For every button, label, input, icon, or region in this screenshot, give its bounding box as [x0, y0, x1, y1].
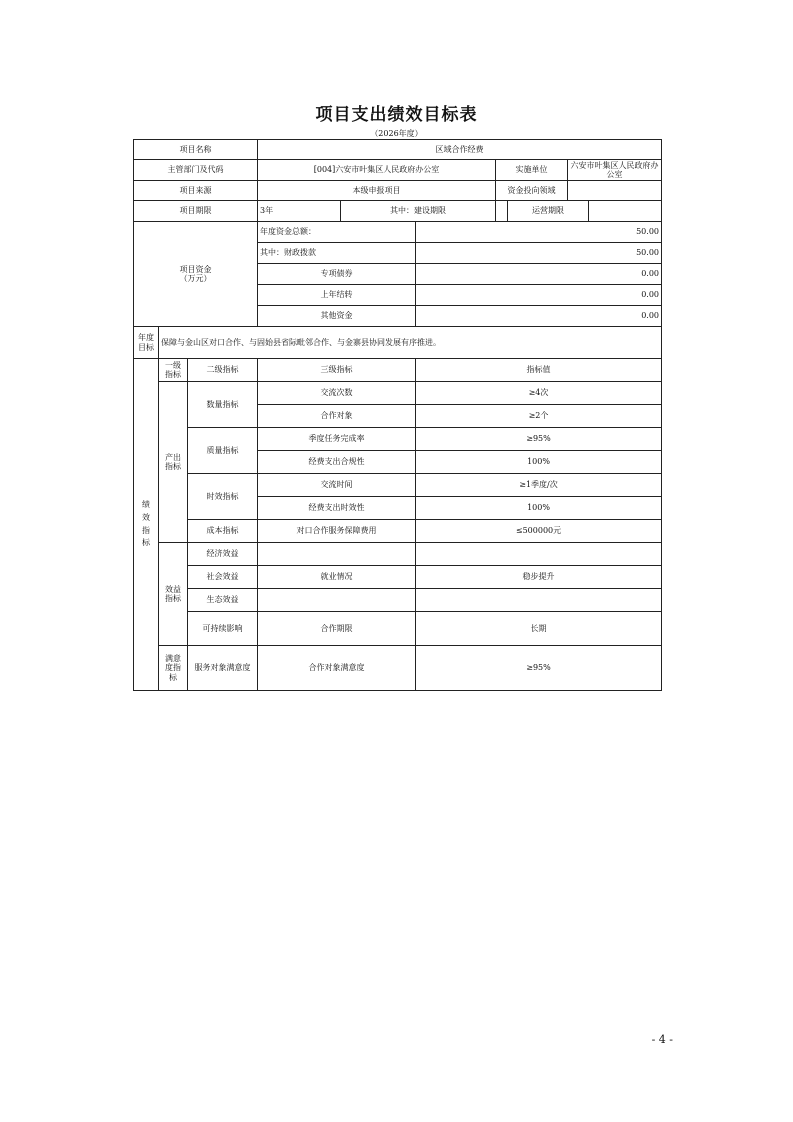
funds-fiscal-label: 其中：财政拨款 [258, 243, 416, 264]
indicator-value: ≥95% [416, 428, 662, 451]
perf-indicator-label: 绩 效 指 标 [134, 359, 159, 691]
row-satisfaction [134, 646, 662, 691]
row-source [134, 181, 662, 201]
indicator-name: 合作对象满意度 [258, 646, 416, 691]
invest-label: 资金投向领域 [496, 181, 568, 201]
source-label: 项目来源 [134, 181, 258, 201]
project-name-label: 项目名称 [134, 140, 258, 160]
row-indicator-header [134, 359, 662, 382]
quality-label: 质量指标 [188, 428, 258, 474]
row-department [134, 160, 662, 181]
year-label: （2026年度） [370, 129, 423, 138]
operate-label: 运营期限 [508, 201, 589, 222]
indicator-value: ≥95% [416, 646, 662, 691]
funds-other-label: 其他资金 [258, 306, 416, 327]
level3-header: 三级指标 [258, 359, 416, 382]
indicator-name: 经费支出合规性 [258, 451, 416, 474]
row-funds-total [134, 222, 662, 243]
funds-fiscal-value: 50.00 [416, 243, 662, 264]
goal-text: 保障与金山区对口合作、与固始县省际毗邻合作、与金寨县协同发展有序推进。 [159, 327, 662, 359]
indicator-value: ≥1季度/次 [416, 474, 662, 497]
row-sustainable [134, 612, 662, 646]
row-social [134, 566, 662, 589]
build-label: 其中：建设期限 [341, 201, 496, 222]
indicator-name: 合作期限 [258, 612, 416, 646]
indicator-name: 经费支出时效性 [258, 497, 416, 520]
cost-label: 成本指标 [188, 520, 258, 543]
source-value: 本级申报项目 [258, 181, 496, 201]
funds-label: 项目资金 （万元） [134, 222, 258, 327]
invest-value [568, 181, 662, 201]
level2-header: 二级指标 [188, 359, 258, 382]
funds-bond-label: 专项债券 [258, 264, 416, 285]
indicator-name: 季度任务完成率 [258, 428, 416, 451]
dept-value: [004]六安市叶集区人民政府办公室 [258, 160, 496, 181]
indicator-value: 100% [416, 497, 662, 520]
indicator-name: 就业情况 [258, 566, 416, 589]
period-value: 3年 [258, 201, 341, 222]
dept-label: 主管部门及代码 [134, 160, 258, 181]
satisfaction-indicator-label: 满意 度指 标 [159, 646, 188, 691]
funds-total-value: 50.00 [416, 222, 662, 243]
ecological-label: 生态效益 [188, 589, 258, 612]
impl-label: 实施单位 [496, 160, 568, 181]
economic-label: 经济效益 [188, 543, 258, 566]
impl-value: 六安市叶集区人民政府办公室 [568, 160, 662, 181]
row-economic [134, 543, 662, 566]
benefit-indicator-label: 效益 指标 [159, 543, 188, 646]
indicator-name: 交流时间 [258, 474, 416, 497]
period-label: 项目期限 [134, 201, 258, 222]
row-cost [134, 520, 662, 543]
funds-total-label: 年度资金总额： [258, 222, 416, 243]
timeliness-label: 时效指标 [188, 474, 258, 520]
page-number: - 4 - [651, 1033, 673, 1046]
indicator-name: 交流次数 [258, 382, 416, 405]
indicator-value: 长期 [416, 612, 662, 646]
row-period [134, 201, 662, 222]
indicator-value: ≥2个 [416, 405, 662, 428]
indicator-name [258, 543, 416, 566]
indicator-value [416, 589, 662, 612]
row-annual-goal [134, 327, 662, 359]
row-project-name [134, 140, 662, 160]
funds-bond-value: 0.00 [416, 264, 662, 285]
social-label: 社会效益 [188, 566, 258, 589]
goal-label: 年度 目标 [134, 327, 159, 359]
indicator-value: ≥4次 [416, 382, 662, 405]
funds-other-value: 0.00 [416, 306, 662, 327]
project-name-value: 区域合作经费 [258, 140, 662, 160]
indicator-value: 稳步提升 [416, 566, 662, 589]
row-ecological [134, 589, 662, 612]
indicator-value: ≤500000元 [416, 520, 662, 543]
sustainable-label: 可持续影响 [188, 612, 258, 646]
row-timeliness-1 [134, 474, 662, 497]
funds-carryover-value: 0.00 [416, 285, 662, 306]
funds-carryover-label: 上年结转 [258, 285, 416, 306]
output-indicator-label: 产出 指标 [159, 382, 188, 543]
indicator-name [258, 589, 416, 612]
row-quality-1 [134, 428, 662, 451]
page-title: 项目支出绩效目标表 [315, 105, 478, 125]
row-quantity-1 [134, 382, 662, 405]
indicator-name: 对口合作服务保障费用 [258, 520, 416, 543]
level1-header: 一级 指标 [159, 359, 188, 382]
value-header: 指标值 [416, 359, 662, 382]
operate-value [589, 201, 662, 222]
indicator-value [416, 543, 662, 566]
satisfaction-label: 服务对象满意度 [188, 646, 258, 691]
quantity-label: 数量指标 [188, 382, 258, 428]
indicator-name: 合作对象 [258, 405, 416, 428]
performance-table [133, 139, 662, 691]
indicator-value: 100% [416, 451, 662, 474]
build-value [496, 201, 508, 222]
